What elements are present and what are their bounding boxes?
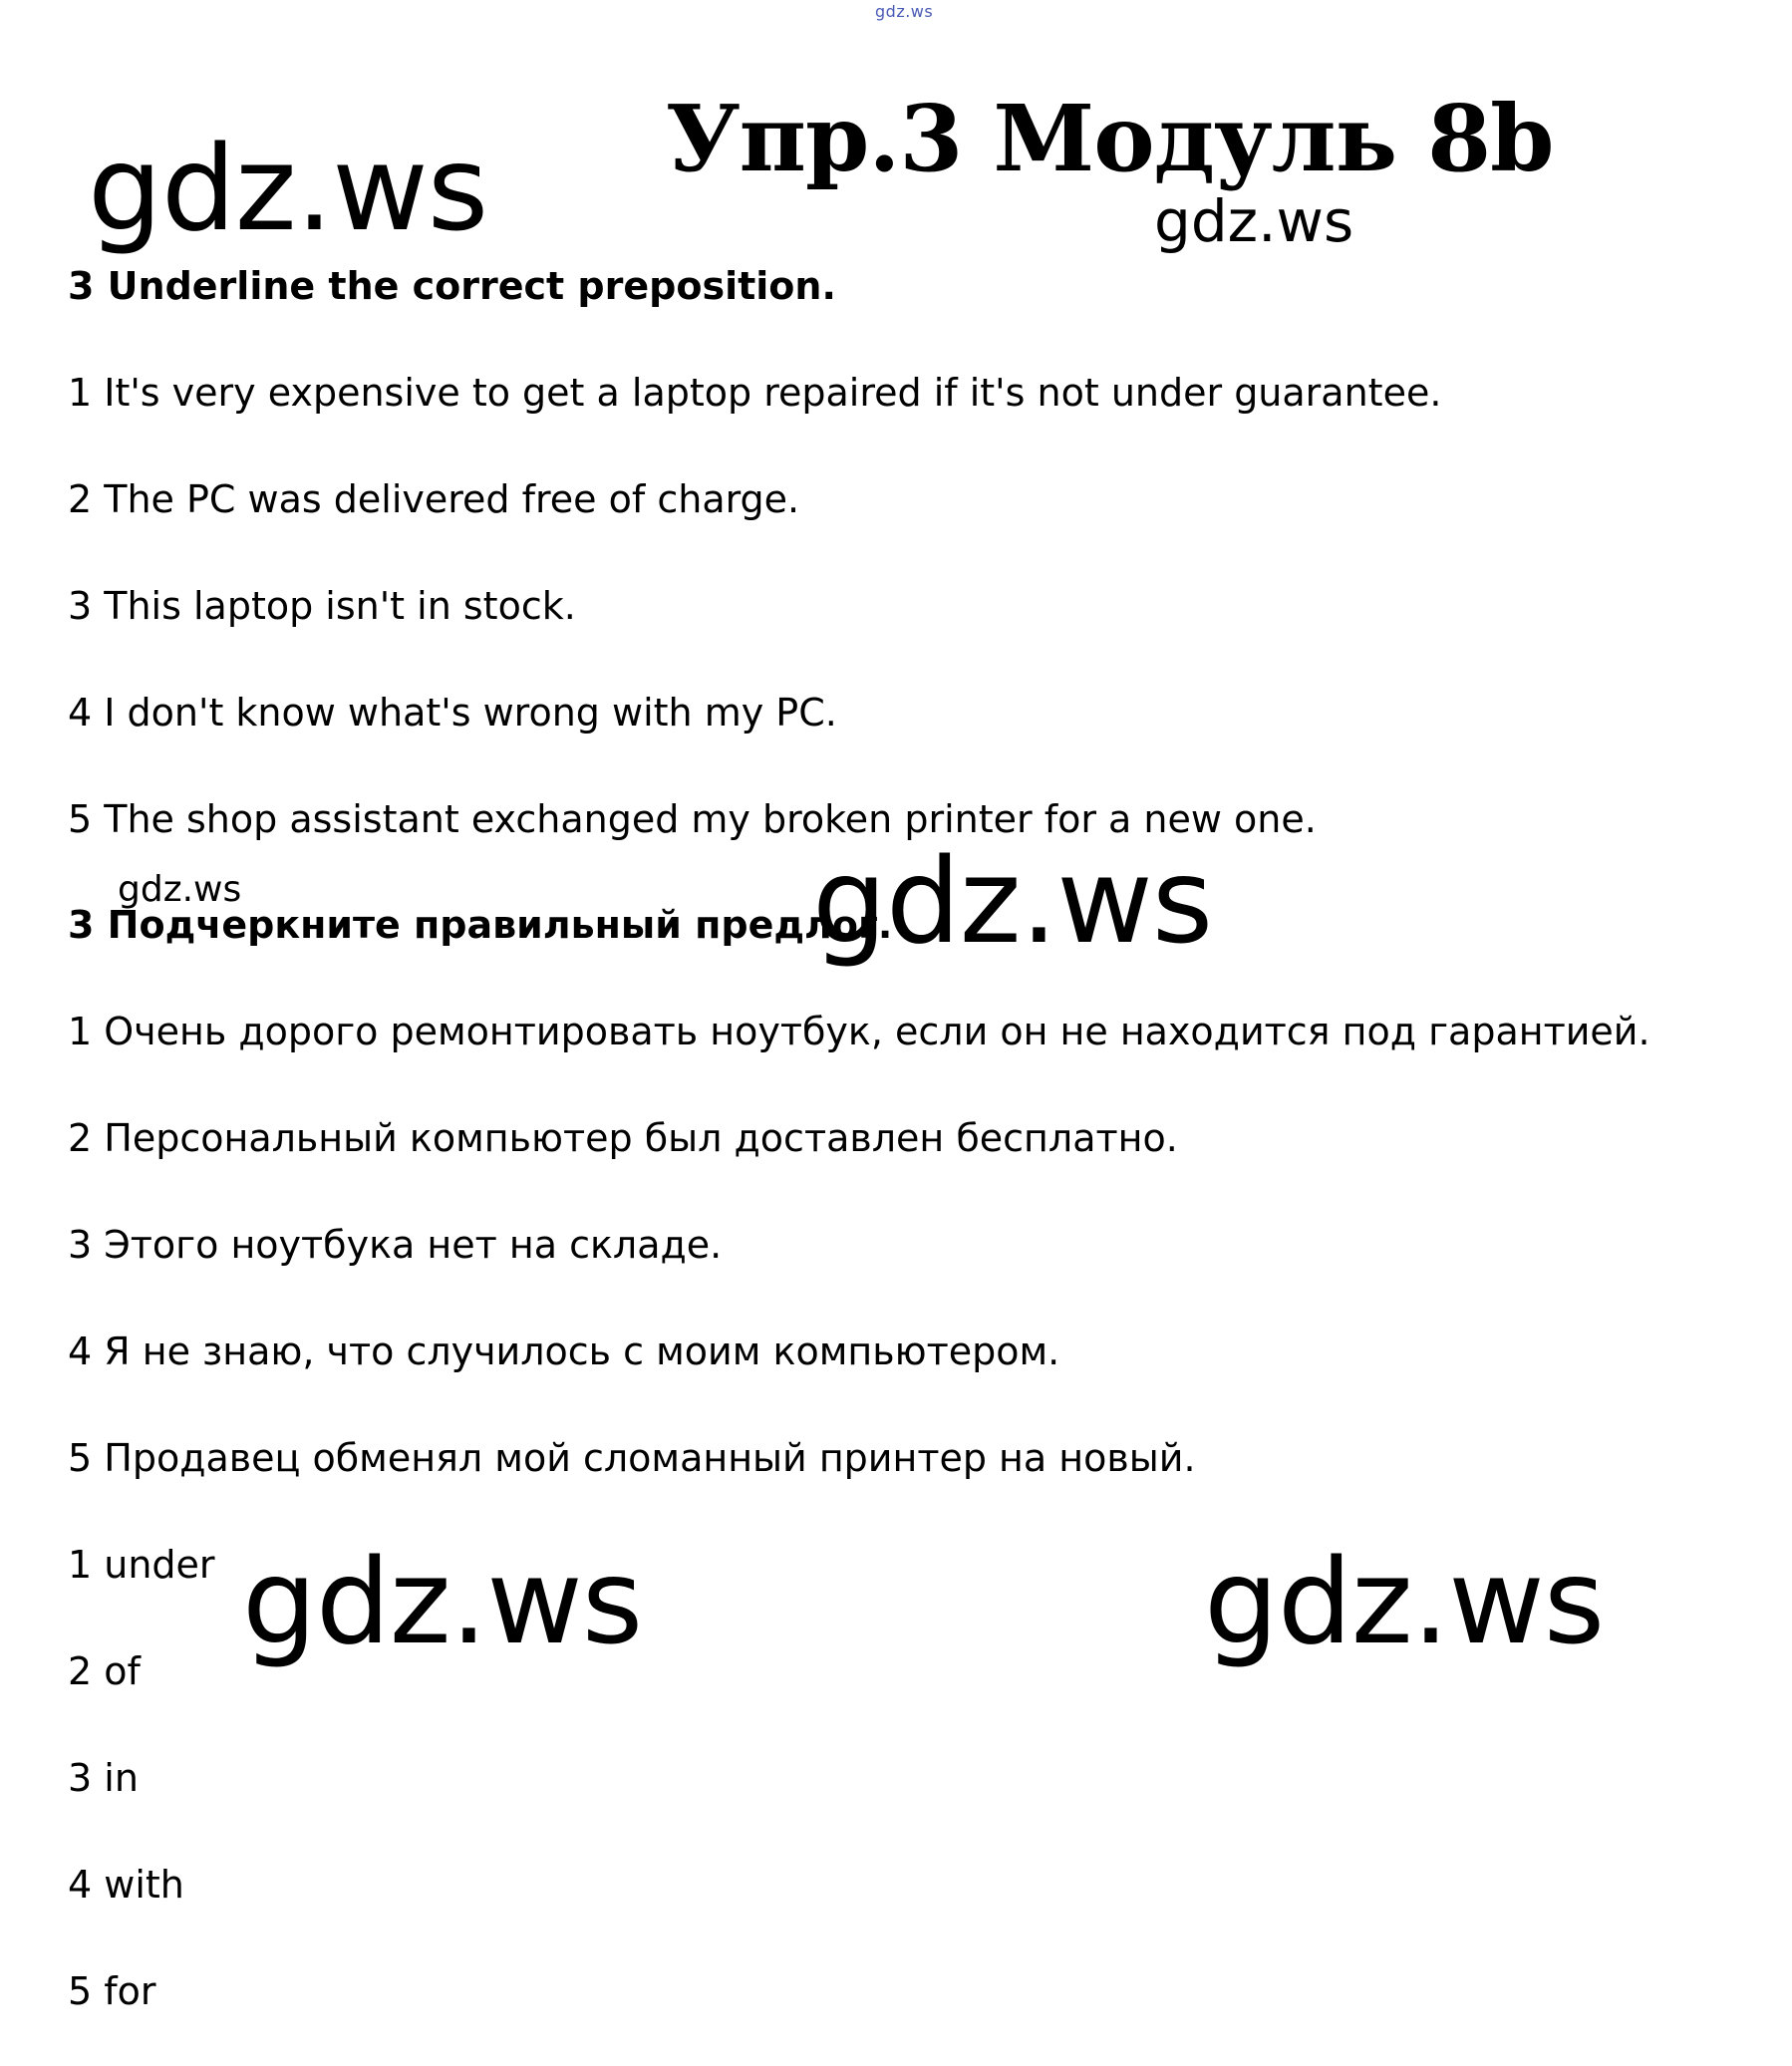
russian-sentence: 4 Я не знаю, что случилось с моим компьютером.	[68, 1329, 1060, 1373]
english-sentence: 4 I don't know what's wrong with my PC.	[68, 691, 837, 735]
watermark: gdz.ws	[1204, 1533, 1605, 1670]
english-sentence: 1 It's very expensive to get a laptop repaired if it's not under guarantee.	[68, 371, 1442, 415]
watermark: gdz.ws	[1154, 187, 1354, 255]
top-watermark: gdz.ws	[875, 2, 934, 21]
russian-sentence: 3 Этого ноутбука нет на складе.	[68, 1223, 723, 1267]
russian-sentence: 2 Персональный компьютер был доставлен бесплатно.	[68, 1116, 1178, 1160]
exercise-heading-russian: 3 Подчеркните правильный предлог.	[68, 903, 893, 947]
watermark: gdz.ws	[242, 1533, 643, 1670]
english-sentence: 3 This laptop isn't in stock.	[68, 584, 576, 628]
answer-item: 5 for	[68, 1969, 156, 2013]
watermark: gdz.ws	[118, 869, 242, 910]
exercise-heading-english: 3 Underline the correct preposition.	[68, 264, 836, 308]
russian-sentence: 1 Очень дорого ремонтировать ноутбук, если он не находится под гарантией.	[68, 1010, 1650, 1053]
watermark: gdz.ws	[88, 120, 488, 257]
answer-item: 4 with	[68, 1863, 184, 1907]
english-sentence: 2 The PC was delivered free of charge.	[68, 477, 800, 521]
russian-sentence: 5 Продавец обменял мой сломанный принтер на новый.	[68, 1436, 1196, 1480]
answer-item: 2 of	[68, 1649, 141, 1693]
english-sentence: 5 The shop assistant exchanged my broken printer for a new one.	[68, 797, 1317, 841]
answer-item: 1 under	[68, 1543, 215, 1587]
answer-item: 3 in	[68, 1756, 139, 1800]
watermark: gdz.ws	[812, 832, 1213, 970]
page-title: Упр.3 Модуль 8b	[666, 85, 1554, 192]
